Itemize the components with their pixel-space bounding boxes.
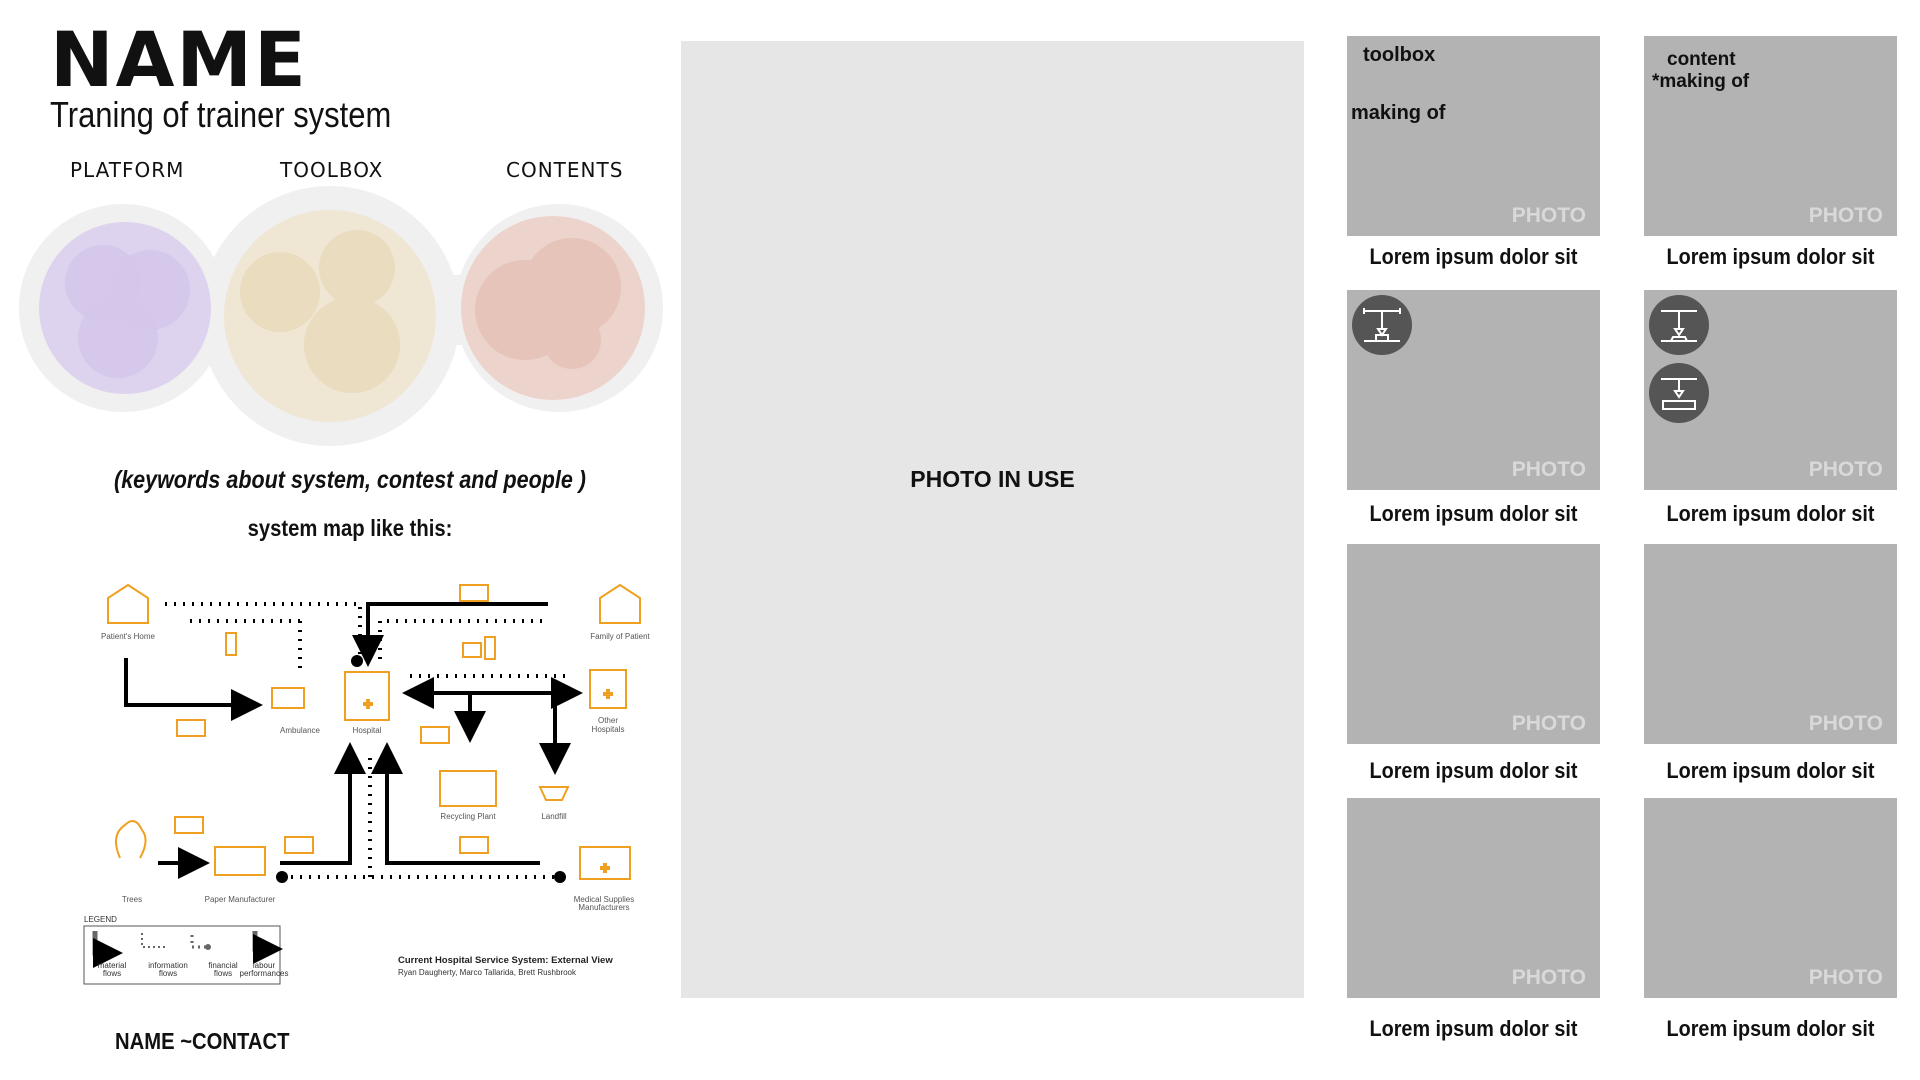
photo-label: PHOTO [1511,458,1586,481]
tile-caption: Lorem ipsum dolor sit [1666,244,1875,269]
basket-icon [540,787,568,800]
photo-tile [1347,544,1600,744]
tree-icon [116,821,146,858]
factory-icon [215,847,265,875]
tile-caption: Lorem ipsum dolor sit [1369,501,1578,526]
home-icon [600,585,640,623]
tile-caption: Lorem ipsum dolor sit [1369,758,1578,783]
legend-title: LEGEND [84,915,117,924]
label-family: Family of Patient [590,632,650,641]
phone-icon [226,633,236,655]
photo-tile [1347,290,1600,490]
tile-label-toolbox: toolbox [1363,44,1436,66]
category-platform: PLATFORM [70,158,185,182]
tile-caption: Lorem ipsum dolor sit [1666,1016,1875,1041]
diagram-credit-authors: Ryan Daugherty, Marco Tallarida, Brett Rushbrook [398,968,577,977]
truck-icon [285,837,313,853]
main-photo-placeholder [681,41,1304,998]
photo-label: PHOTO [1511,966,1586,989]
truck-icon [177,720,205,736]
legend-swatches [95,931,278,953]
photo-label: PHOTO [1511,712,1586,735]
ambulance-icon [272,688,304,708]
label-landfill: Landfill [541,812,567,821]
category-contents: CONTENTS [506,158,624,182]
laptop-icon [463,643,481,657]
tile-caption: Lorem ipsum dolor sit [1666,758,1875,783]
legend-info-2: flows [158,969,178,978]
tile-caption: Lorem ipsum dolor sit [1666,501,1875,526]
tile-label-content: content [1667,49,1736,70]
tile-label-making-of: making of [1351,102,1446,124]
factory-icon [440,771,496,806]
photo-tile [1644,36,1897,236]
label-ambulance: Ambulance [279,726,321,735]
legend-financial-1: financial [208,961,238,970]
photo-tile [1644,798,1897,998]
label-medical-1: Medical Supplies [573,895,635,904]
contents-bubble [461,216,645,400]
truck-icon [460,585,488,601]
system-map-caption: system map like this: [247,515,453,541]
legend-labour-2: performances [239,969,289,978]
system-map-diagram [80,575,650,985]
page-title: NAME [50,15,308,104]
truck-icon [460,837,488,853]
legend-financial-2: flows [213,969,233,978]
truck-icon [421,727,449,743]
tile-caption: Lorem ipsum dolor sit [1369,244,1578,269]
photo-label: PHOTO [1808,966,1883,989]
legend-labour-1: labour [252,961,276,970]
label-medical-2: Manufacturers [578,903,630,912]
3d-printer-icon [1649,295,1709,355]
photo-tile [1347,36,1600,236]
contact-text: NAME ~CONTACT [115,1028,290,1054]
legend-material-2: flows [102,969,122,978]
home-icon [108,585,148,623]
label-recycling: Recycling Plant [440,812,496,821]
photo-label: PHOTO [1808,204,1883,227]
main-photo-label: PHOTO IN USE [910,466,1075,492]
keywords-text: (keywords about system, contest and people ) [114,466,586,494]
platform-bubble [39,222,211,394]
legend-info-1: information [148,961,188,970]
photo-label: PHOTO [1808,458,1883,481]
page-subtitle: Traning of trainer system [50,94,392,135]
label-patients-home: Patient's Home [101,632,155,641]
photo-tile [1644,544,1897,744]
label-hospital: Hospital [352,726,382,735]
label-other-hospitals-2: Hospitals [591,725,625,734]
phone-icon [485,637,495,659]
material-flows [126,604,575,863]
photo-label: PHOTO [1511,204,1586,227]
tile-caption: Lorem ipsum dolor sit [1369,1016,1578,1041]
3d-printer-icon [1352,295,1412,355]
3d-printer-icon [1649,363,1709,423]
photo-label: PHOTO [1808,712,1883,735]
label-paper: Paper Manufacturer [204,895,276,904]
category-toolbox: TOOLBOX [280,158,384,182]
truck-icon [175,817,203,833]
photo-tile [1644,290,1897,490]
hospital-icon [345,672,389,720]
photo-tile [1347,798,1600,998]
diagram-credit-title: Current Hospital Service System: External View [398,955,613,966]
label-trees: Trees [121,895,143,904]
toolbox-bubble [224,210,436,422]
tile-label-making-of: *making of [1652,71,1750,92]
concept-bubbles [0,180,680,450]
label-other-hospitals-1: Other [597,716,619,725]
legend-material-1: material [97,961,127,970]
